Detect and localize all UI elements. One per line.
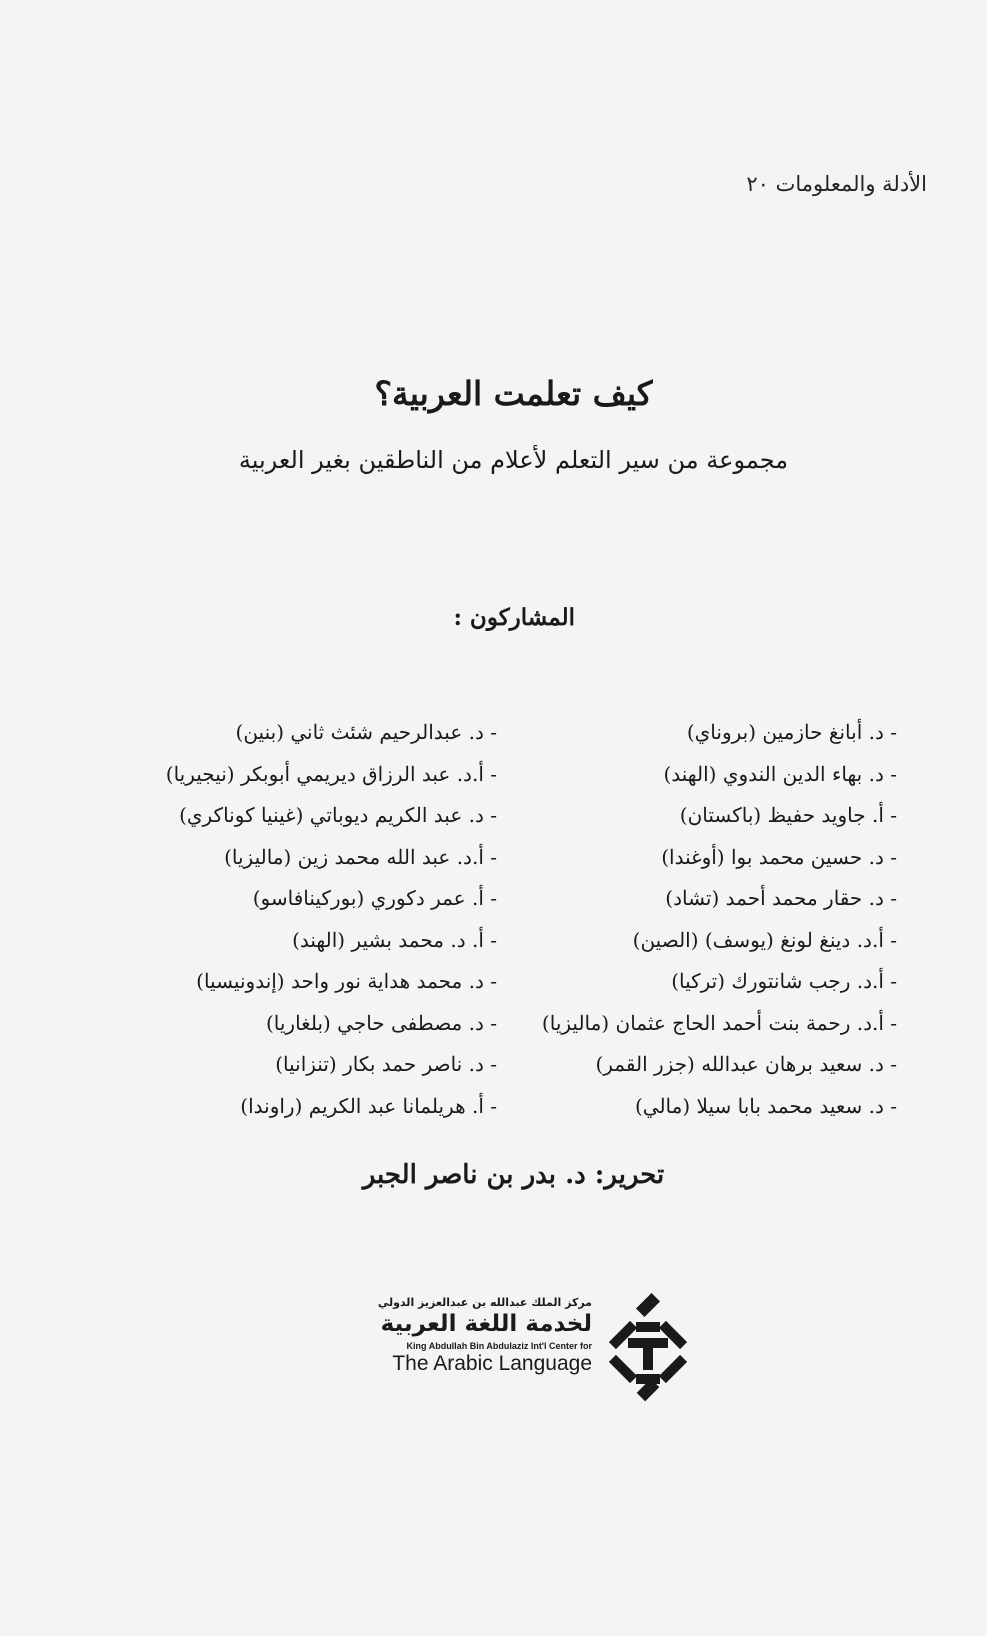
participants-heading: المشاركون : <box>453 604 575 631</box>
participant-item: - د. عبد الكريم ديوباتي (غينيا كوناكري) <box>179 803 497 827</box>
publisher-name-en-2: The Arabic Language <box>392 1352 592 1375</box>
participant-item: - د. سعيد محمد بابا سيلا (مالي) <box>634 1093 897 1118</box>
participant-item: - د. ناصر حمد بكار (تنزانيا) <box>275 1052 497 1076</box>
kufic-square-logo-icon <box>598 1292 698 1402</box>
publisher-name-ar-2: لخدمة اللغة العربية <box>380 1311 592 1337</box>
book-title: كيف تعلمت العربية؟ <box>374 374 653 413</box>
participants-column-right <box>527 712 897 1127</box>
participant-item: - د. حسين محمد بوا (أوغندا) <box>661 844 897 869</box>
participant-item: - أ. د. محمد بشير (الهند) <box>292 927 497 952</box>
editor-credit: تحرير: د. بدر بن ناصر الجبر <box>362 1160 665 1190</box>
participant-item: - د. سعيد برهان عبدالله (جزر القمر) <box>595 1052 897 1076</box>
participant-item: - أ.د. رحمة بنت أحمد الحاج عثمان (ماليزيا) <box>541 1010 897 1035</box>
publisher-name <box>360 1290 592 1376</box>
publisher-name-ar-1: مركز الملك عبدالله بن عبدالعزيز الدولي <box>377 1296 592 1309</box>
participant-item: - أ. هريلمانا عبد الكريم (راوندا) <box>240 1093 497 1118</box>
participant-item: - د. عبدالرحيم شئث ثاني (بنين) <box>235 720 497 744</box>
participant-item: - د. مصطفى حاجي (بلغاريا) <box>265 1010 497 1035</box>
participant-item: - أ. جاويد حفيظ (باكستان) <box>679 803 897 827</box>
publisher-name-en-1: King Abdullah Bin Abdulaziz Int'l Center for <box>406 1341 592 1351</box>
publisher-logo <box>360 1290 710 1410</box>
participant-item: - أ. عمر دكوري (بوركينافاسو) <box>252 886 497 910</box>
participant-item: - أ.د. عبد الرزاق ديريمي أبوبكر (نيجيريا) <box>165 761 497 786</box>
participant-item: - د. محمد هداية نور واحد (إندونيسيا) <box>196 969 497 993</box>
participants-column-left <box>97 712 497 1127</box>
participant-item: - أ.د. دينغ لونغ (يوسف) (الصين) <box>632 927 897 952</box>
participant-item: - د. أبانغ حازمين (بروناي) <box>686 720 897 744</box>
series-label: الأدلة والمعلومات ٢٠ <box>746 172 927 196</box>
participant-item: - أ.د. رجب شانتورك (تركيا) <box>671 969 897 993</box>
participant-item: - د. بهاء الدين الندوي (الهند) <box>663 761 897 786</box>
participant-item: - د. حقار محمد أحمد (تشاد) <box>665 886 897 910</box>
participant-item: - أ.د. عبد الله محمد زين (ماليزيا) <box>224 844 497 869</box>
participants-list <box>97 712 897 1127</box>
book-subtitle: مجموعة من سير التعلم لأعلام من الناطقين بغير العربية <box>238 446 789 474</box>
